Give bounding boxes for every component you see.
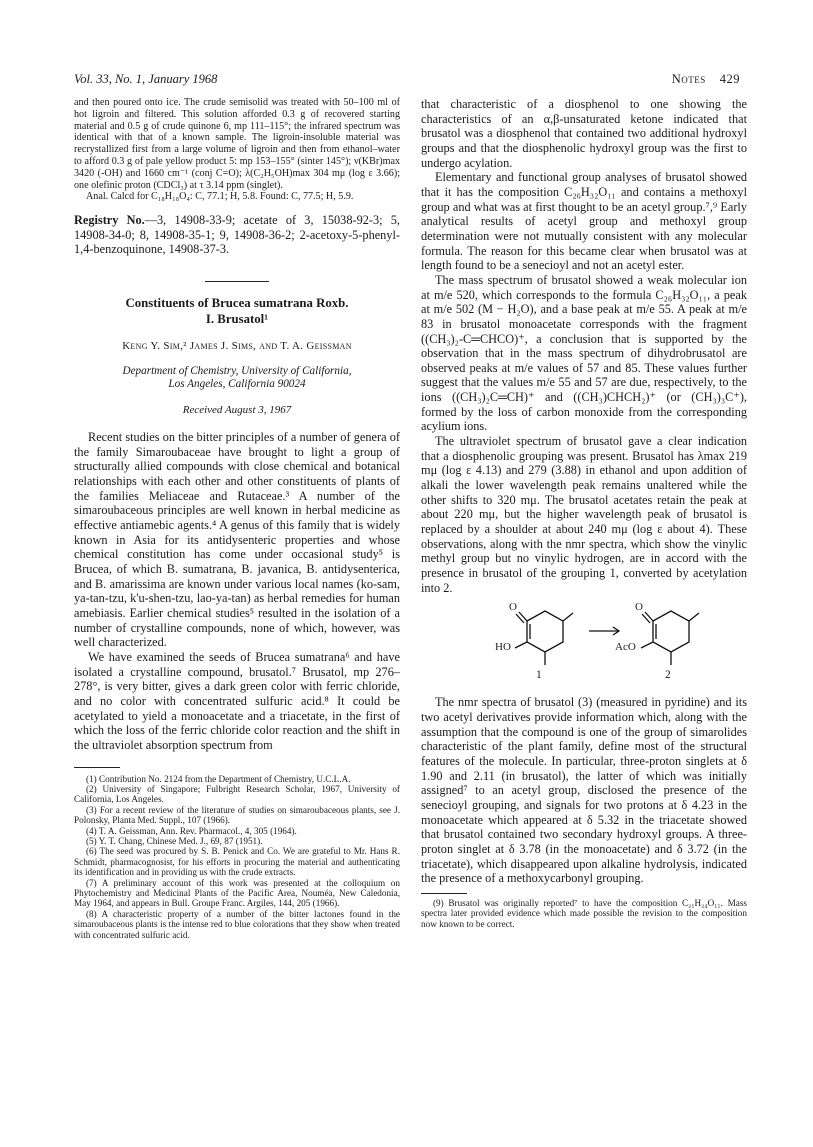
label-acetoxy: AcO [615,641,636,654]
ring-2 [653,611,689,652]
registry-numbers [74,213,400,257]
analysis-paragraph: Anal. Calcd for C₁₈H₁₈O₄: C, 77.1; H, 5.8. Found: C, 77.5; H, 5.9. [86,191,354,203]
section-label: Notes [671,72,706,86]
footnote-2: (2) University of Singapore; Fulbright Research Scholar, 1967, University of California, Los Angeles. [74,783,400,805]
running-header [74,72,740,90]
uv-spectrum-paragraph: The ultraviolet spectrum of brusatol gave a clear indication that a diosphenolic grouping was present. Brusatol has λmax 219 mμ (log ε 4.13) and 279 (3.88) in ethanol and upon addition of alkali the lower wavelength peak remains unaltered while the other shifts to 320 mμ. The brusatol acetates retain the peak at about 220 mμ, but the higher wavelength peak of brusatol is replaced by a shoulder at about 240 mμ (log ε about 4). These observations, along with the nmr spectra, which show the vinylic methyl group but no vinylic hydrogen, are in accord with the presence in brusatol of the grouping 1, converted by acetylation into 2. [421,434,747,595]
label-oxygen-2: O [635,601,643,614]
methyl-2b [689,613,699,621]
page-number: 429 [719,72,740,86]
registry-label: Registry No. [74,213,145,228]
footnote-6: (6) The seed was procured by S. B. Penick and Co. We are grateful to Mr. Hans R. Schmidt, pharmacognosist, for his efforts in procuring the material and authenticating its identification and in providing us with the crude extracts. [74,846,400,878]
left-column [74,97,400,940]
article-title: Constituents of Brucea sumatrana Roxb. [125,296,349,311]
previous-article-end [74,97,400,203]
registry-text: —3, 14908-33-9; acetate of 3, 15038-92-3; 5, 14908-34-0; 8, 14908-35-1; 9, 14908-36-2; 2-acetoxy-5-phenyl-1,4-benzoquinone, 14908-37-3. [74,213,400,257]
acetoxy-bond-2 [641,642,653,648]
footnote-5: (5) Y. T. Chang, Chinese Med. J., 69, 87 (1951). [86,836,263,847]
structure-scheme [421,603,747,687]
article-separator [205,281,269,282]
footnote-9: (9) Brusatol was originally reported⁷ to have the composition C₂₁H₂₄O₁₁. Mass spectra later provided evidence which made possible the revision to the composition now known to be correct. [421,897,747,929]
footnote-3: (3) For a recent review of the literature of studies on simaroubaceous plants, see J. Polonsky, Planta Med. Suppl., 107 (1966). [74,804,400,826]
footnotes-right [421,898,747,929]
intro-paragraph-2: We have examined the seeds of Brucea sumatrana⁶ and have isolated a crystalline compound, brusatol.⁷ Brusatol, mp 276–278°, is very bitter, gives a dark green color with ferric chloride, and no color with concentrated sulfuric acid.⁸ It could be acetylated to yield a monoacetate and a triacetate, in the first of which the loss of the ferric chloride color reaction and the shift in the ultraviolet absorption spectrum from [74,649,400,752]
continuation-paragraph: that characteristic of a diosphenol to one showing the characteristics of an α,β-unsaturated ketone indicated that brusatol was a diosphenol that contained two additional hydroxyl groups and that the diosphenolic hydroxyl group was the first to undergo acylation. [421,97,747,170]
footnote-8: (8) A characteristic property of a number of the bitter lactones found in the simaroubaceous plants is the intense red to blue colorations that they show when treated with concentrated sulfuric acid. [74,908,400,940]
analysis-paragraph-right: Elementary and functional group analyses of brusatol showed that it has the composition C₂₆H₃₂O₁₁ and contains a methoxyl group and what was at first thought to be an acetyl group.⁷,⁹ Early analytical results of acetyl group and methoxyl group determination were not mutually consistent with any molecular formula. The reason for this became clear when brusatol was at length found to be a senecioyl and not an acetyl ester. [421,170,747,273]
affiliation-line-2: Los Angeles, California 90024 [168,378,306,391]
received-date: Received August 3, 1967 [182,404,292,417]
right-column [421,97,747,929]
author-line: Keng Y. Sim,² James J. Sims, and T. A. Geissman [122,340,352,353]
journal-volume-line: Vol. 33, No. 1, January 1968 [74,72,218,86]
footnotes [74,774,400,941]
compound-number-1: 1 [536,669,542,682]
ring-1 [527,611,563,652]
label-oxygen-1: O [509,601,517,614]
structure-drawing [421,603,747,687]
hydroxyl-bond-1 [515,642,527,648]
experimental-paragraph: and then poured onto ice. The crude semisolid was treated with 50–100 ml of hot ligroin and filtered. This solution afforded 0.3 g of recovered starting material and 0.5 g of crude quinone 6, mp 111–115°; the infrared spectrum was identical with that of a known sample. The ligroin-insoluble material was recrystallized first from a large volume of ligroin and then from ethanol–water to afford 0.3 g of pale yellow product 5: mp 153–155° (sinter 145°); ν(KBr)max 3420 (-OH) and 1660 cm⁻¹ (conj C=O); λ(C₂H₅OH)max 304 mμ (log ε 3.66); one olefinic proton (CDCl₃) at τ 3.14 ppm (singlet). [74,97,400,191]
footnote-1: (1) Contribution No. 2124 from the Department of Chemistry, U.C.L.A. [86,773,351,784]
label-hydroxyl: HO [495,641,511,654]
article-subtitle: I. Brusatol¹ [205,312,269,327]
right-text-top [421,97,747,595]
header-right [672,72,740,87]
footnote-4: (4) T. A. Geissman, Ann. Rev. Pharmacol., 4, 305 (1964). [86,825,297,836]
affiliation [74,365,400,391]
methyl-1b [563,613,573,621]
mass-spectrum-paragraph: The mass spectrum of brusatol showed a weak molecular ion at m/e 520, which corresponds to the formula C₂₆H₃₂O₁₁, a peak at m/e 502 (M − H₂O), and a base peak at m/e 55. A peak at m/e 83 in brusatol monoacetate corresponds with the fragment ((CH₃)₂-C═CHCO)⁺, a conclusion that is supported by the observation that in the mass spectrum of dihydrobrusatol are observed peaks at m/e values of 57 and 85. These values further suggest that the values m/e 55 and 57 are due, respectively, to the ions ((CH₃)₂C═CH)⁺ and ((CH₃)CHCH₂)⁺ (or (CH₃)₃C⁺), formed by the loss of carbon monoxide from the corresponding acylium ions. [421,272,747,434]
footnote-rule-right [421,893,467,894]
affiliation-line-1: Department of Chemistry, University of California, [122,365,352,378]
nmr-paragraph: The nmr spectra of brusatol (3) (measured in pyridine) and its two acetyl derivatives provide information which, along with the assumption that the compound is one of the group of simarolides characteristic of the plant family, define most of the structural features of the molecule. In particular, three-proton singlets at δ 1.90 and 2.11 (in brusatol), the latter of which was initially assigned⁷ to an acetyl group, disclosed the presence of the senecioyl grouping, and signals for two protons at δ 4.23 in the monoacetate which appeared at δ 5.32 in the triacetate showed that brusatol contained two secondary hydroxyl groups. A three-proton singlet at δ 3.78 (in the monoacetate) and δ 3.72 (in the triacetate), which disappeared upon alkaline hydrolysis, indicated the presence of a methoxycarbonyl grouping. [421,695,747,886]
footnote-7: (7) A preliminary account of this work was presented at the colloquium on Phytochemistry and Medicinal Plants of the Pacific Area, Nouméa, New Caledonia, May 1964, and appears in Bull. Groupe Franc. Argiles, 144, 205 (1966). [74,877,400,909]
intro-text [74,430,400,752]
footnote-rule [74,767,120,768]
compound-number-2: 2 [665,669,671,682]
intro-paragraph-1: Recent studies on the bitter principles of a number of genera of the family Simaroubaceae have brought to light a group of structurally allied compounds with close chemical and botanical relationships with each other and other constituents of plants of the families Meliaceae and Rutaceae.³ A number of the simaroubaceous principles are well known in herbal medicine as effective antiamebic agents.⁴ A genus of this family that is widely known in Asia for its antidysenteric properties and whose chemical constitution has come under occasional study⁵ is Brucea, of which B. sumatrana, B. javanica, B. antidysenterica, and B. amarissima are known under various local names (ko-sam, ya-tan-tzu, k'u-shen-tzu, lao-ya-tan) as herbal remedies for human amebiasis. Earlier chemical studies⁵ resulted in the isolation of a number of crystalline compounds, none of which, however, was well characterized. [74,430,400,650]
right-text-bottom [421,695,747,886]
